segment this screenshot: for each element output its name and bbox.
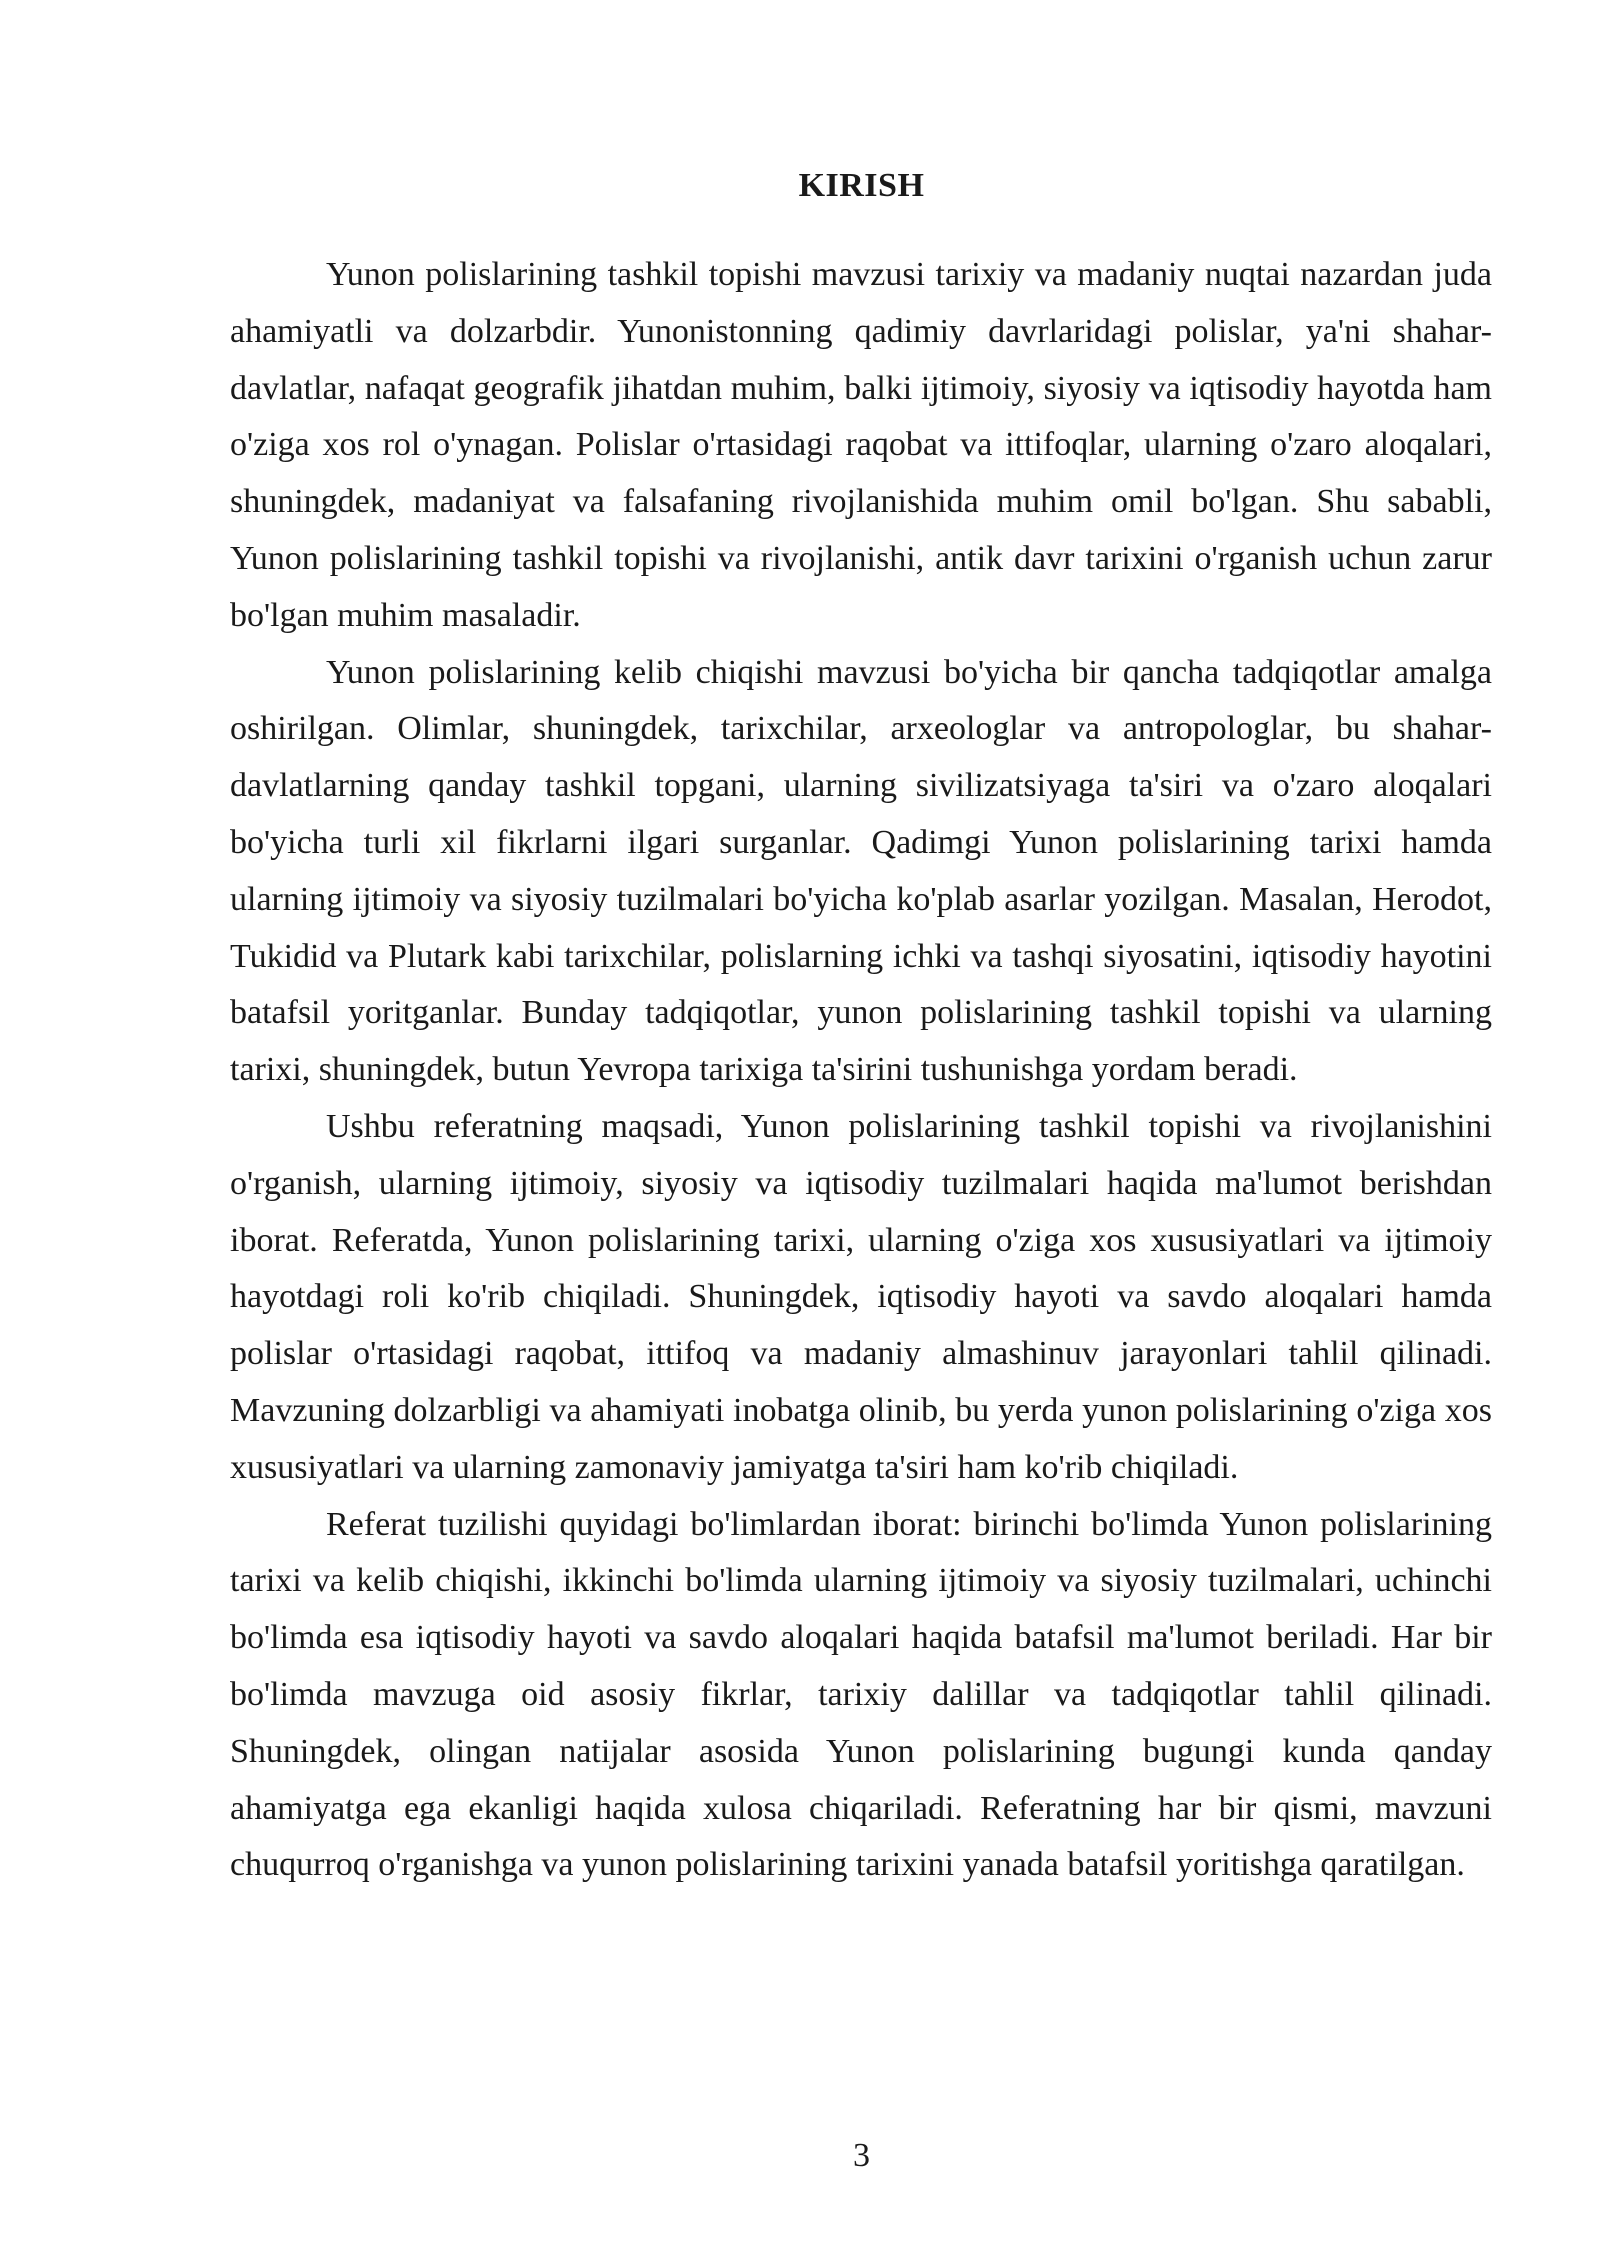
paragraph: Yunon polislarining kelib chiqishi mavzusi bo'yicha bir qancha tadqiqotlar amalga oshirilgan. Olimlar, shuningdek, tarixchilar, arxeologlar va antropologlar, bu shahar-davlatlarning qanday tashkil topgani, ularning sivilizatsiyaga ta'siri va o'zaro aloqalari bo'yicha turli xil fikrlarni ilgari surganlar. Qadimgi Yunon polislarining tarixi hamda ularning ijtimoiy va siyosiy tuzilmalari bo'yicha ko'plab asarlar yozilgan. Masalan, Herodot, Tukidid va Plutark kabi tarixchilar, polislarning ichki va tashqi siyosatini, iqtisodiy hayotini batafsil yoritganlar. Bunday tadqiqotlar, yunon polislarining tashkil topishi va ularning tarixi, shuningdek, butun Yevropa tarixiga ta'sirini tushunishga yordam beradi. — [230, 653, 1492, 1089]
section-heading: KIRISH — [798, 167, 925, 204]
paragraph: Ushbu referatning maqsadi, Yunon polislarining tashkil topishi va rivojlanishini o'rganish, ularning ijtimoiy, siyosiy va iqtisodiy tuzilmalari haqida ma'lumot berishdan iborat. Referatda, Yunon polislarining tarixi, ularning o'ziga xos xususiyatlari va ijtimoiy hayotdagi roli ko'rib chiqiladi. Shuningdek, iqtisodiy hayoti va savdo aloqalari hamda polislar o'rtasidagi raqobat, ittifoq va madaniy almashinuv jarayonlari tahlil qilinadi. Mavzuning dolzarbligi va ahamiyati inobatga olinib, bu yerda yunon polislarining o'ziga xos xususiyatlari va ularning zamonaviy jamiyatga ta'siri ham ko'rib chiqiladi. — [230, 1107, 1492, 1486]
paragraph: Referat tuzilishi quyidagi bo'limlardan iborat: birinchi bo'limda Yunon polislarining tarixi va kelib chiqishi, ikkinchi bo'limda ularning ijtimoiy va siyosiy tuzilmalari, uchinchi bo'limda esa iqtisodiy hayoti va savdo aloqalari haqida batafsil ma'lumot beriladi. Har bir bo'limda mavzuga oid asosiy fikrlar, tarixiy dalillar va tadqiqotlar tahlil qilinadi. Shuningdek, olingan natijalar asosida Yunon polislarining bugungi kunda qanday ahamiyatga ega ekanligi haqida xulosa chiqariladi. Referatning har bir qismi, mavzuni chuqurroq o'rganishga va yunon polislarining tarixini yanada batafsil yoritishga qaratilgan. — [230, 1505, 1492, 1884]
body-text — [230, 247, 1492, 1894]
paragraph: Yunon polislarining tashkil topishi mavzusi tarixiy va madaniy nuqtai nazardan juda ahamiyatli va dolzarbdir. Yunonistonning qadimiy davrlaridagi polislar, ya'ni shahar-davlatlar, nafaqat geografik jihatdan muhim, balki ijtimoiy, siyosiy va iqtisodiy hayotda ham o'ziga xos rol o'ynagan. Polislar o'rtasidagi raqobat va ittifoqlar, ularning o'zaro aloqalari, shuningdek, madaniyat va falsafaning rivojlanishida muhim omil bo'lgan. Shu sababli, Yunon polislarining tashkil topishi va rivojlanishi, antik davr tarixini o'rganish uchun zarur bo'lgan muhim masaladir. — [230, 256, 1492, 634]
page-number: 3 — [853, 2137, 870, 2174]
